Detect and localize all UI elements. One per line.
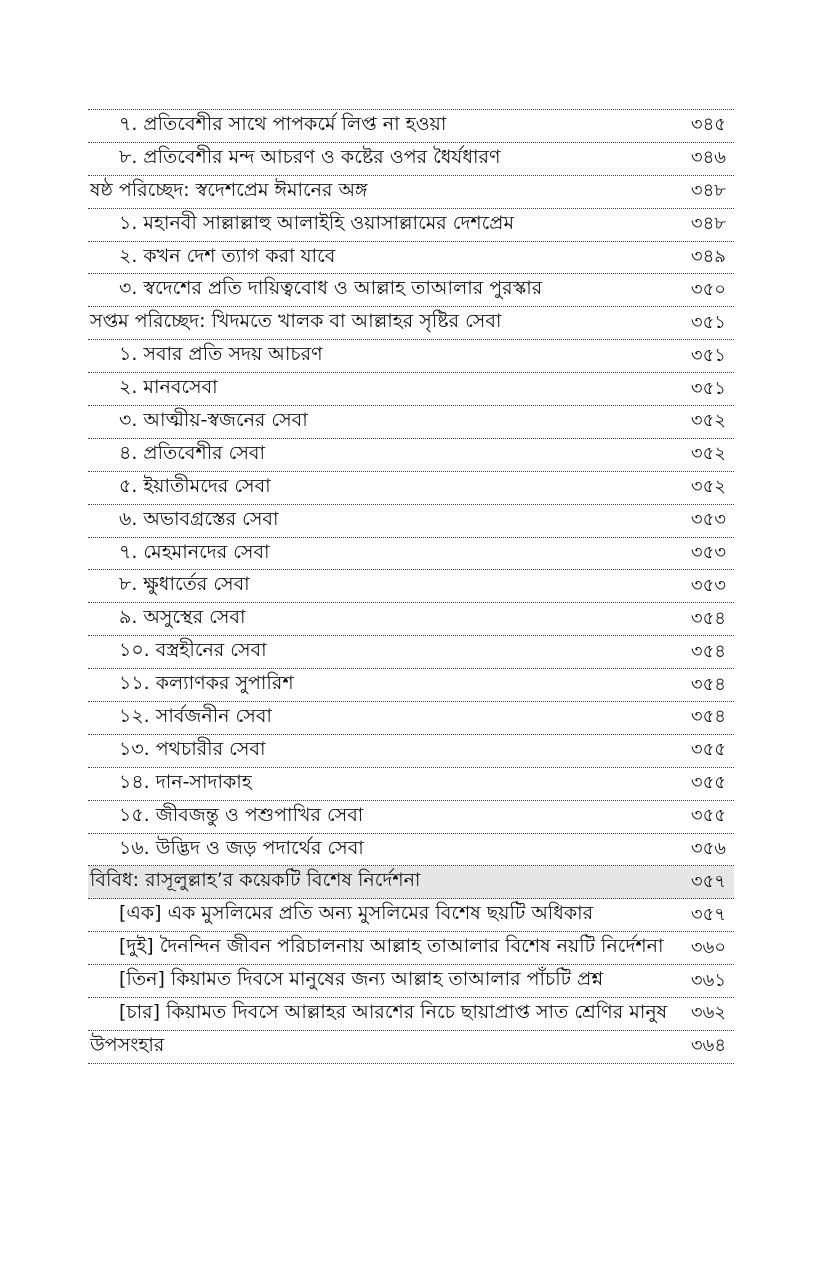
toc-item-row [88, 538, 734, 571]
toc-page-number: ৩৫৩ [690, 542, 726, 564]
toc-page-number: ৩৫৬ [690, 838, 726, 860]
toc-item-row [88, 340, 734, 373]
toc-entry-title: ৪. প্রতিবেশীর সেবা [119, 441, 266, 464]
toc-entry-title: বিবিধ: রাসূলুল্লাহ’র কয়েকটি বিশেষ নির্দেশনা [90, 869, 421, 892]
toc-item-row [88, 702, 734, 735]
toc-entry-title: ৩. আত্মীয়-স্বজনের সেবা [119, 408, 308, 431]
toc-entry-title: ৭. প্রতিবেশীর সাথে পাপকর্মে লিপ্ত না হওয়া [119, 112, 447, 135]
toc-item-row [88, 472, 734, 505]
toc-item-row [88, 932, 734, 965]
toc-entry-title: ১৪. দান-সাদাকাহ [119, 770, 252, 793]
toc-page-number: ৩৪৬ [690, 147, 726, 169]
toc-page-number: ৩৫৪ [690, 673, 726, 695]
toc-item-row [88, 570, 734, 603]
toc-item-row [88, 505, 734, 538]
toc-entry-title: [তিন] কিয়ামত দিবসে মানুষের জন্য আল্লাহ তাআলার পাঁচটি প্রশ্ন [119, 968, 604, 991]
toc-page-number: ৩৪৯ [690, 246, 726, 267]
toc-page-number: ৩৫১ [690, 311, 726, 333]
toc-page-number: ৩৫৫ [690, 805, 726, 827]
toc-page-number: ৩৬০ [690, 936, 726, 958]
toc-entry-title: ৮. প্রতিবেশীর মন্দ আচরণ ও কষ্টের ওপর ধৈর্যধারণ [119, 145, 501, 168]
toc-entry-title: সপ্তম পরিচ্ছেদ: খিদমতে খালক বা আল্লাহর সৃষ্টির সেবা [90, 310, 502, 333]
toc-entry-title: ১২. সার্বজনীন সেবা [119, 704, 272, 727]
toc-entry-title: ১. সবার প্রতি সদয় আচরণ [119, 343, 323, 366]
toc-page-number: ৩৬৪ [690, 1035, 726, 1057]
toc-item-row [88, 209, 734, 242]
toc-section-row [88, 866, 734, 899]
toc-page-number: ৩৫২ [690, 476, 726, 498]
toc-entry-title: ৬. অভাবগ্রস্তের সেবা [119, 507, 279, 530]
toc-page-number: ৩৫১ [690, 344, 726, 366]
toc-entry-title: ১৫. জীবজন্তু ও পশুপাখির সেবা [119, 803, 364, 826]
toc-entry-title: ১১. কল্যাণকর সুপারিশ [119, 672, 294, 695]
toc-page-number: ৩৫৩ [690, 509, 726, 531]
toc-item-row [88, 274, 734, 307]
toc-item-row [88, 143, 734, 176]
toc-page-number: ৩৫০ [690, 278, 726, 300]
toc-entry-title: ৫. ইয়াতীমদের সেবা [119, 474, 271, 497]
toc-section-row [88, 1031, 734, 1064]
toc-page-number: ৩৫২ [690, 443, 726, 465]
toc-item-row [88, 669, 734, 702]
toc-entry-title: [এক] এক মুসলিমের প্রতি অন্য মুসলিমের বিশেষ ছয়টি অধিকার [119, 902, 594, 925]
toc-item-row [88, 242, 734, 275]
toc-page-number: ৩৫৪ [690, 640, 726, 662]
toc-entry-title: ২. কখন দেশ ত্যাগ করা যাবে [119, 244, 336, 267]
toc-item-row [88, 603, 734, 636]
toc-page-number: ৩৪৮ [690, 180, 726, 202]
toc-entry-title: ১৩. পথচারীর সেবা [119, 737, 266, 760]
toc-entry-title: [চার] কিয়ামত দিবসে আল্লাহর আরশের নিচে ছায়াপ্রাপ্ত সাত শ্রেণির মানুষ [119, 1001, 668, 1023]
toc-item-row [88, 636, 734, 669]
toc-entry-title: ১. মহানবী সাল্লাল্লাহু আলাইহি ওয়াসাল্লামের দেশপ্রেম [119, 211, 515, 234]
toc-item-row [88, 406, 734, 439]
toc-item-row [88, 801, 734, 834]
toc-page-number: ৩৫৪ [690, 607, 726, 629]
toc-entry-title: ষষ্ঠ পরিচ্ছেদ: স্বদেশপ্রেম ঈমানের অঙ্গ [90, 178, 368, 201]
toc-item-row [88, 439, 734, 472]
toc-item-row [88, 110, 734, 143]
toc-page-number: ৩৪৫ [690, 114, 726, 136]
toc-page-number: ৩৫২ [690, 410, 726, 432]
toc-page-number: ৩৫৫ [690, 772, 726, 794]
toc-item-row [88, 768, 734, 801]
toc-page-number: ৩৫৭ [690, 903, 726, 925]
toc-entry-title: ১৬. উদ্ভিদ ও জড় পদার্থের সেবা [119, 836, 364, 859]
toc-item-row [88, 834, 734, 867]
toc-item-row [88, 373, 734, 406]
toc-entry-title: ৮. ক্ষুধার্তের সেবা [119, 573, 250, 596]
toc-item-row [88, 965, 734, 998]
toc-entry-title: উপসংহার [90, 1033, 165, 1056]
toc-item-row [88, 998, 734, 1031]
toc-page-number: ৩৫৭ [690, 870, 726, 892]
toc-page-number: ৩৪৮ [690, 213, 726, 235]
toc-item-row [88, 735, 734, 768]
toc-entry-title: ৩. স্বদেশের প্রতি দায়িত্ববোধ ও আল্লাহ তাআলার পুরস্কার [119, 277, 543, 300]
toc-entry-title: ৭. মেহমানদের সেবা [119, 540, 270, 563]
table-of-contents [88, 109, 734, 1064]
toc-entry-title: ১০. বস্ত্রহীনের সেবা [119, 639, 267, 662]
toc-section-row [88, 307, 734, 340]
toc-page-number: ৩৫৫ [690, 739, 726, 761]
toc-page-number: ৩৫৩ [690, 574, 726, 596]
toc-item-row [88, 899, 734, 932]
toc-entry-title: ২. মানবসেবা [119, 376, 218, 399]
toc-entry-title: ৯. অসুস্থের সেবা [119, 606, 246, 629]
toc-section-row [88, 176, 734, 209]
toc-page-number: ৩৫৪ [690, 706, 726, 728]
toc-page-number: ৩৫১ [690, 377, 726, 399]
toc-page-number: ৩৬১ [690, 969, 726, 991]
toc-entry-title: [দুই] দৈনন্দিন জীবন পরিচালনায় আল্লাহ তাআলার বিশেষ নয়টি নির্দেশনা [119, 935, 664, 958]
toc-page-number: ৩৬২ [690, 1002, 726, 1024]
